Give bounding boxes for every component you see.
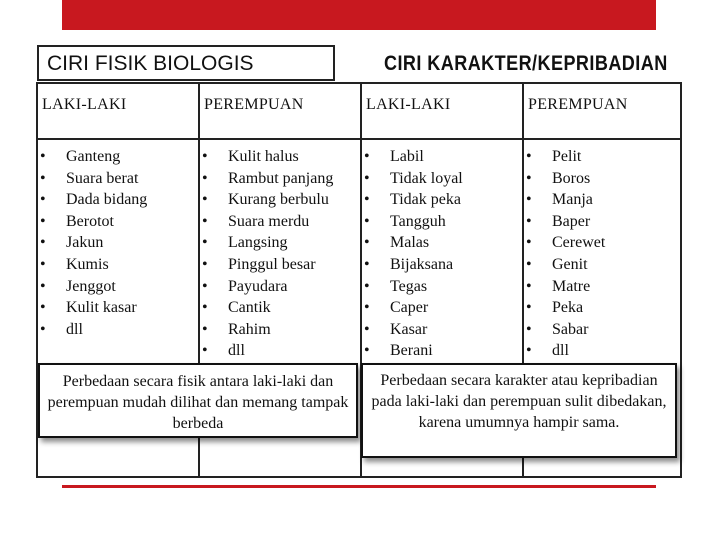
list-item: • Pinggul besar xyxy=(202,254,333,276)
list-item: • Kurang berbulu xyxy=(202,189,333,211)
list-item: • Tangguh xyxy=(364,211,463,233)
header-character-female: PEREMPUAN xyxy=(528,96,628,113)
character-summary-note: Perbedaan secara karakter atau kepribadian pada laki-laki dan perempuan sulit dibedakan, karena umumnya hampir sama. xyxy=(361,363,677,458)
list-item: • Tidak loyal xyxy=(364,168,463,190)
header-divider xyxy=(38,138,680,140)
list-item: • Langsing xyxy=(202,232,333,254)
list-item: • Kulit kasar xyxy=(40,297,147,319)
character-section-title: CIRI KARAKTER/KEPRIBADIAN xyxy=(384,52,668,75)
list-character-male xyxy=(364,146,463,362)
list-item: • Cerewet xyxy=(526,232,605,254)
list-item: • Suara berat xyxy=(40,168,147,190)
list-item: • Baper xyxy=(526,211,605,233)
list-item: • Payudara xyxy=(202,276,333,298)
list-item: • Rahim xyxy=(202,319,333,341)
list-item: • Tidak peka xyxy=(364,189,463,211)
list-item: • Jenggot xyxy=(40,276,147,298)
list-item: • Sabar xyxy=(526,319,605,341)
bottom-accent-line xyxy=(62,485,656,488)
list-item: • Malas xyxy=(364,232,463,254)
list-item: • Berotot xyxy=(40,211,147,233)
list-item: • Manja xyxy=(526,189,605,211)
list-item: • Dada bidang xyxy=(40,189,147,211)
list-physical-female xyxy=(202,146,333,362)
top-accent-bar xyxy=(62,0,656,30)
list-item: • Caper xyxy=(364,297,463,319)
physical-section-title: CIRI FISIK BIOLOGIS xyxy=(37,45,335,81)
header-character-male: LAKI-LAKI xyxy=(366,96,451,113)
list-item: • dll xyxy=(202,340,333,362)
list-item: • Jakun xyxy=(40,232,147,254)
header-physical-male: LAKI-LAKI xyxy=(42,96,127,113)
list-item: • dll xyxy=(40,319,147,341)
list-item: • Genit xyxy=(526,254,605,276)
physical-summary-note: Perbedaan secara fisik antara laki-laki dan perempuan mudah dilihat dan memang tampak berbeda xyxy=(38,363,358,438)
list-item: • Rambut panjang xyxy=(202,168,333,190)
list-item: • Tegas xyxy=(364,276,463,298)
list-item: • Kulit halus xyxy=(202,146,333,168)
list-physical-male xyxy=(40,146,147,340)
list-item: • Kasar xyxy=(364,319,463,341)
list-item: • Matre xyxy=(526,276,605,298)
list-item: • Labil xyxy=(364,146,463,168)
list-item: • Pelit xyxy=(526,146,605,168)
list-item: • Boros xyxy=(526,168,605,190)
header-physical-female: PEREMPUAN xyxy=(204,96,304,113)
list-item: • Peka xyxy=(526,297,605,319)
list-item: • Suara merdu xyxy=(202,211,333,233)
list-item: • dll xyxy=(526,340,605,362)
list-item: • Kumis xyxy=(40,254,147,276)
list-item: • Ganteng xyxy=(40,146,147,168)
list-item: • Bijaksana xyxy=(364,254,463,276)
list-item: • Cantik xyxy=(202,297,333,319)
list-item: • Berani xyxy=(364,340,463,362)
list-character-female xyxy=(526,146,605,362)
